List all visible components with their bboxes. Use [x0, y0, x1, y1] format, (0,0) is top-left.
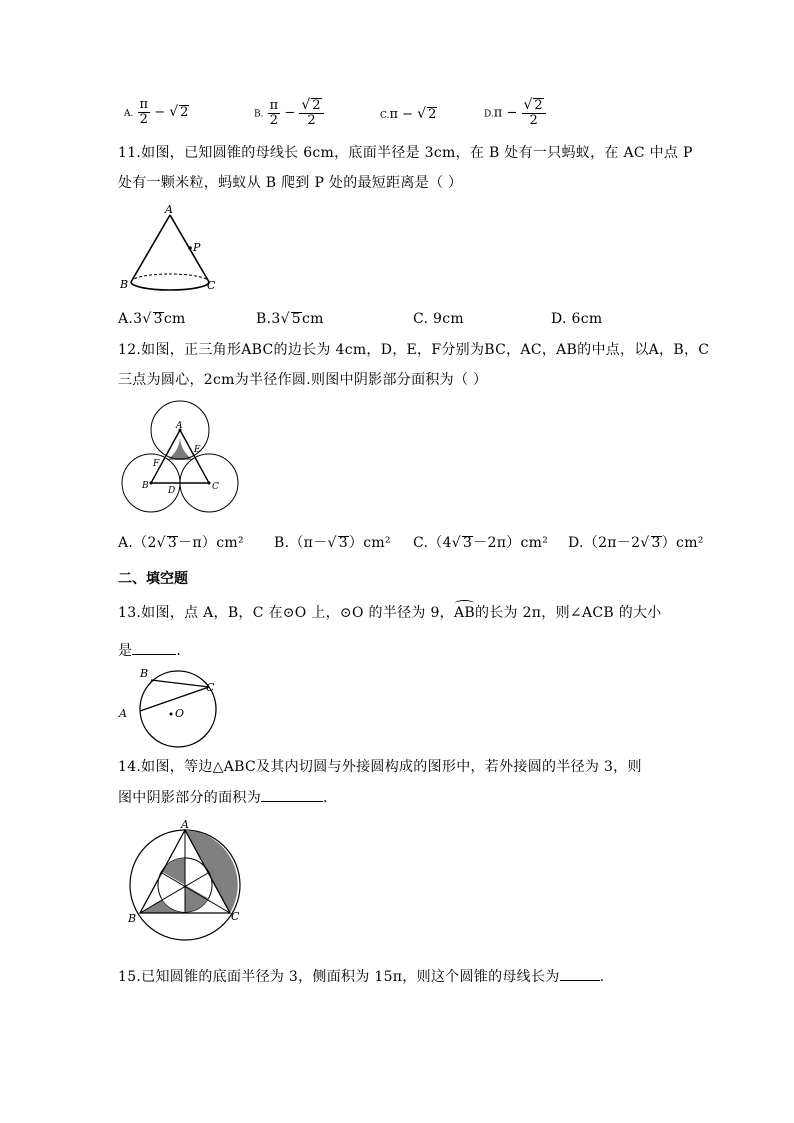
period: .: [599, 969, 605, 985]
fraction: [522, 98, 546, 128]
label-a: A: [181, 818, 189, 831]
radicand: 3: [463, 535, 473, 551]
radical-sign: √: [451, 535, 462, 551]
label-c: C: [206, 681, 215, 694]
option-suffix: －π）cm²: [178, 535, 244, 551]
radicand: 2: [428, 107, 437, 122]
arc-ab-notation: [454, 603, 475, 623]
label-d: D: [168, 486, 176, 496]
option-label: A.: [124, 109, 134, 119]
q11-option-d: D. 6cm: [551, 311, 603, 327]
fraction: [138, 98, 151, 127]
q12-text-line2: 三点为圆心，2cm为半径作圆.则图中阴影部分面积为（ ）: [118, 372, 488, 388]
q12-three-circles-figure: [118, 394, 242, 516]
q11-option-c: C. 9cm: [413, 311, 464, 327]
label-a: A: [165, 203, 173, 216]
fraction-denominator: 2: [307, 113, 316, 128]
fraction: [299, 98, 323, 128]
q13-text-line1: [118, 603, 662, 623]
option-suffix: －2π）cm²: [473, 535, 549, 551]
shaded-region: [167, 438, 193, 461]
label-a: A: [176, 421, 183, 431]
chord-bc: [151, 680, 209, 687]
shaded-incircle-sector-1: [162, 858, 185, 885]
radical-sign: √: [417, 106, 427, 122]
operator: −: [284, 105, 296, 121]
option-label: C.: [380, 111, 390, 121]
label-b: B: [140, 667, 149, 680]
pi-symbol: π: [389, 107, 398, 122]
unit: cm: [163, 311, 186, 327]
q11-option-b: [256, 309, 324, 329]
radicand: 3: [651, 535, 661, 551]
option-prefix: D.（2π－2: [568, 535, 641, 551]
label-c: C: [212, 482, 219, 492]
label-o: O: [175, 707, 185, 720]
option-suffix: ）cm²: [348, 535, 391, 551]
center-o-dot: [170, 713, 173, 716]
q10-option-c: [380, 106, 437, 122]
center-c-dot: [208, 482, 211, 485]
q15-text-line1: [118, 966, 604, 987]
q12-option-b: [274, 533, 391, 553]
q14-inscribed-circumscribed-figure: [122, 818, 246, 942]
q13-text-post: 的长为 2π，则∠ACB 的大小: [474, 605, 662, 621]
cone-base-back-arc: [131, 274, 209, 282]
q12-option-c: [413, 533, 548, 553]
option-prefix: C.（4: [413, 535, 452, 551]
q11-text-line2: 处有一颗米粒，蚂蚁从 B 爬到 P 处的最短距离是（ ）: [118, 175, 463, 191]
q11-cone-figure: [118, 202, 222, 296]
option-label: D.: [484, 109, 494, 120]
coefficient: 3: [133, 311, 143, 327]
label-a: A: [119, 707, 127, 720]
q11-text-line1: 11.如图，已知圆锥的母线长 6cm，底面半径是 3cm，在 B 处有一只蚂蚁，在 AC 中点 P: [118, 145, 693, 161]
radical-sign: √: [640, 535, 650, 551]
option-prefix: B.（π－: [274, 535, 328, 551]
radical-sign: √: [156, 535, 166, 551]
radical-sign: √: [142, 311, 152, 327]
arc-mark: [455, 600, 474, 607]
pi-symbol: π: [493, 105, 503, 121]
label-b: B: [128, 912, 137, 925]
fraction-numerator: π: [269, 97, 279, 113]
q13-text-line2-start: 是: [118, 643, 133, 659]
operator: −: [154, 105, 166, 120]
point-p: [188, 246, 192, 250]
cone-edge-ab: [131, 215, 170, 282]
q13-circle-figure: [118, 664, 222, 754]
radical-sign: √: [280, 311, 290, 327]
q13-text-pre: 13.如图，点 A，B，C 在⊙O 上，⊙O 的半径为 9，: [118, 605, 454, 621]
label-p: P: [193, 241, 201, 254]
option-label: B.: [254, 109, 264, 120]
section-title-fill-blank: 二、填空题: [118, 571, 188, 587]
q12-option-a: [118, 533, 244, 553]
operator: −: [506, 105, 518, 121]
q14-text-line1: 14.如图，等边△ABC及其内切圆与外接圆构成的图形中，若外接圆的半径为 3，则: [118, 759, 642, 775]
option-suffix: ）cm²: [661, 535, 704, 551]
q11-option-a: [118, 309, 186, 329]
radicand: 3: [338, 535, 348, 551]
label-b: B: [142, 481, 149, 491]
coefficient: 3: [271, 311, 281, 327]
fraction-denominator: 2: [529, 113, 538, 128]
unit: cm: [302, 311, 324, 327]
radical-sign: √: [169, 104, 179, 120]
period: .: [176, 643, 182, 659]
answer-blank[interactable]: [261, 787, 323, 802]
q12-option-d: [568, 533, 704, 553]
fraction: [268, 99, 281, 128]
label-c: C: [231, 910, 240, 923]
answer-blank[interactable]: [560, 966, 600, 981]
q12-text-line1: 12.如图，正三角形ABC的边长为 4cm，D，E，F分别为BC，AC，AB的中点，以A，B，C: [118, 342, 710, 358]
radical-sign: √: [523, 97, 533, 113]
radicand: 2: [534, 98, 543, 113]
label-f: F: [153, 459, 160, 469]
q10-option-b: [254, 98, 324, 128]
radicand: 2: [312, 98, 321, 113]
q15-text: 15.已知圆锥的底面半径为 3，侧面积为 15π，则这个圆锥的母线长为: [118, 969, 560, 985]
fraction-denominator: 2: [139, 112, 148, 127]
radicand: 3: [153, 311, 163, 327]
operator: −: [402, 107, 414, 122]
cone-base-front-arc: [131, 282, 209, 290]
option-label: A.: [118, 311, 134, 327]
option-label: B.: [256, 311, 272, 327]
answer-blank[interactable]: [132, 640, 176, 655]
q10-option-a: [124, 98, 189, 127]
label-b: B: [120, 278, 129, 291]
q13-text-line2: [118, 640, 181, 661]
q10-option-d: [484, 98, 546, 128]
option-prefix: A.（2: [118, 535, 157, 551]
radicand: 5: [291, 311, 302, 327]
fraction-denominator: 2: [269, 112, 279, 128]
radicand: 2: [180, 105, 189, 120]
radical-sign: √: [327, 535, 337, 551]
center-b-dot: [150, 482, 153, 485]
arc-label: AB: [453, 605, 475, 621]
period: .: [323, 790, 328, 806]
label-e: E: [194, 445, 201, 455]
fraction-numerator: π: [139, 97, 149, 112]
radicand: 3: [167, 535, 178, 551]
label-c: C: [207, 279, 216, 292]
radical-sign: √: [301, 97, 311, 113]
q14-text-line2: [118, 787, 328, 808]
q14-text-line2-start: 图中阴影部分的面积为: [118, 790, 261, 806]
